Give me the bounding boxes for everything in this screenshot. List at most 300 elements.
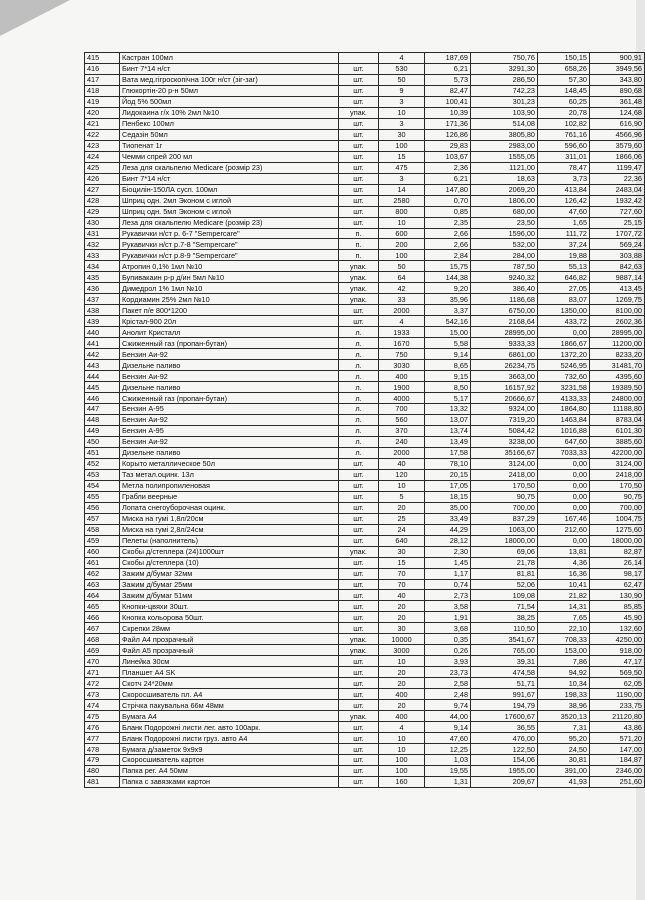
row-number-cell: 441 bbox=[85, 338, 120, 349]
table-row bbox=[85, 272, 645, 283]
unit-price-cell: 1,03 bbox=[425, 755, 471, 766]
table-row bbox=[85, 151, 645, 162]
row-number-cell: 448 bbox=[85, 414, 120, 425]
unit-price-cell: 100,41 bbox=[425, 96, 471, 107]
table-row bbox=[85, 250, 645, 261]
vat-cell: 1866,67 bbox=[538, 338, 590, 349]
quantity-cell: 600 bbox=[379, 228, 425, 239]
table-row bbox=[85, 612, 645, 623]
total-cell: 303,88 bbox=[590, 250, 645, 261]
total-cell: 9887,14 bbox=[590, 272, 645, 283]
item-name-cell: Леза для скальпелю Medicare (розмір 23) bbox=[120, 217, 339, 228]
table-row bbox=[85, 360, 645, 371]
row-number-cell: 436 bbox=[85, 283, 120, 294]
vat-cell: 0,00 bbox=[538, 327, 590, 338]
item-name-cell: Атропин 0,1% 1мл №10 bbox=[120, 261, 339, 272]
item-name-cell: Рукавички н/ст р.8-9 "Sempercare" bbox=[120, 250, 339, 261]
amount-cell: 18000,00 bbox=[471, 535, 538, 546]
row-number-cell: 480 bbox=[85, 765, 120, 776]
unit-price-cell: 126,86 bbox=[425, 129, 471, 140]
item-name-cell: Анолит Кристалл bbox=[120, 327, 339, 338]
table-row bbox=[85, 623, 645, 634]
total-cell: 4395,60 bbox=[590, 371, 645, 382]
quantity-cell: 15 bbox=[379, 557, 425, 568]
total-cell: 2602,36 bbox=[590, 316, 645, 327]
total-cell: 2346,00 bbox=[590, 765, 645, 776]
total-cell: 569,24 bbox=[590, 239, 645, 250]
unit-cell: шт. bbox=[339, 513, 379, 524]
vat-cell: 0,00 bbox=[538, 458, 590, 469]
unit-cell: л. bbox=[339, 436, 379, 447]
unit-price-cell: 6,21 bbox=[425, 173, 471, 184]
unit-cell: л. bbox=[339, 425, 379, 436]
unit-cell: шт. bbox=[339, 557, 379, 568]
table-row bbox=[85, 667, 645, 678]
amount-cell: 750,76 bbox=[471, 53, 538, 64]
total-cell: 3949,56 bbox=[590, 63, 645, 74]
row-number-cell: 445 bbox=[85, 382, 120, 393]
vat-cell: 102,82 bbox=[538, 118, 590, 129]
unit-price-cell: 17,05 bbox=[425, 480, 471, 491]
total-cell: 62,05 bbox=[590, 678, 645, 689]
table-row bbox=[85, 305, 645, 316]
unit-cell: упак. bbox=[339, 645, 379, 656]
item-name-cell: Кнопка кольорова 50шт. bbox=[120, 612, 339, 623]
item-name-cell: Крістал-900 20л bbox=[120, 316, 339, 327]
total-cell: 4250,00 bbox=[590, 634, 645, 645]
amount-cell: 9324,00 bbox=[471, 404, 538, 415]
item-name-cell: Планшет А4 SK bbox=[120, 667, 339, 678]
vat-cell: 7,86 bbox=[538, 656, 590, 667]
table-row bbox=[85, 96, 645, 107]
unit-cell: л. bbox=[339, 393, 379, 404]
total-cell: 19389,50 bbox=[590, 382, 645, 393]
item-name-cell: Дизельне паливо bbox=[120, 447, 339, 458]
total-cell: 24800,00 bbox=[590, 393, 645, 404]
amount-cell: 28995,00 bbox=[471, 327, 538, 338]
unit-price-cell: 9,14 bbox=[425, 722, 471, 733]
unit-price-cell: 15,00 bbox=[425, 327, 471, 338]
vat-cell: 0,00 bbox=[538, 535, 590, 546]
quantity-cell: 200 bbox=[379, 239, 425, 250]
unit-price-cell: 5,17 bbox=[425, 393, 471, 404]
table-row bbox=[85, 765, 645, 776]
vat-cell: 167,46 bbox=[538, 513, 590, 524]
row-number-cell: 428 bbox=[85, 195, 120, 206]
vat-cell: 60,25 bbox=[538, 96, 590, 107]
vat-cell: 0,00 bbox=[538, 491, 590, 502]
row-number-cell: 460 bbox=[85, 546, 120, 557]
vat-cell: 38,96 bbox=[538, 700, 590, 711]
unit-price-cell: 187,69 bbox=[425, 53, 471, 64]
total-cell: 42200,00 bbox=[590, 447, 645, 458]
row-number-cell: 424 bbox=[85, 151, 120, 162]
table-row bbox=[85, 85, 645, 96]
amount-cell: 9333,33 bbox=[471, 338, 538, 349]
quantity-cell: 10 bbox=[379, 217, 425, 228]
table-row bbox=[85, 436, 645, 447]
total-cell: 45,90 bbox=[590, 612, 645, 623]
total-cell: 1190,00 bbox=[590, 689, 645, 700]
unit-cell: шт. bbox=[339, 765, 379, 776]
amount-cell: 991,67 bbox=[471, 689, 538, 700]
vat-cell: 732,60 bbox=[538, 371, 590, 382]
unit-cell: упак. bbox=[339, 294, 379, 305]
amount-cell: 35166,67 bbox=[471, 447, 538, 458]
unit-cell: л. bbox=[339, 414, 379, 425]
row-number-cell: 471 bbox=[85, 667, 120, 678]
quantity-cell: 3030 bbox=[379, 360, 425, 371]
amount-cell: 7319,20 bbox=[471, 414, 538, 425]
table-row bbox=[85, 173, 645, 184]
vat-cell: 47,60 bbox=[538, 206, 590, 217]
amount-cell: 170,50 bbox=[471, 480, 538, 491]
total-cell: 130,90 bbox=[590, 590, 645, 601]
vat-cell: 0,00 bbox=[538, 502, 590, 513]
quantity-cell: 70 bbox=[379, 579, 425, 590]
item-name-cell: Бланк Подорожні листи груз. авто А4 bbox=[120, 733, 339, 744]
quantity-cell: 1933 bbox=[379, 327, 425, 338]
item-name-cell: Папка рег. А4 50мм bbox=[120, 765, 339, 776]
amount-cell: 680,00 bbox=[471, 206, 538, 217]
item-name-cell: Кнопки-цвяхи 30шт. bbox=[120, 601, 339, 612]
amount-cell: 3805,80 bbox=[471, 129, 538, 140]
quantity-cell: 3 bbox=[379, 96, 425, 107]
unit-price-cell: 5,58 bbox=[425, 338, 471, 349]
unit-price-cell: 82,47 bbox=[425, 85, 471, 96]
table-row bbox=[85, 371, 645, 382]
quantity-cell: 100 bbox=[379, 755, 425, 766]
quantity-cell: 560 bbox=[379, 414, 425, 425]
quantity-cell: 475 bbox=[379, 162, 425, 173]
total-cell: 3885,60 bbox=[590, 436, 645, 447]
total-cell: 90,75 bbox=[590, 491, 645, 502]
quantity-cell: 20 bbox=[379, 612, 425, 623]
amount-cell: 5084,42 bbox=[471, 425, 538, 436]
total-cell: 3579,60 bbox=[590, 140, 645, 151]
unit-cell: шт. bbox=[339, 776, 379, 787]
table-row bbox=[85, 447, 645, 458]
table-row bbox=[85, 502, 645, 513]
row-number-cell: 443 bbox=[85, 360, 120, 371]
unit-price-cell: 103,67 bbox=[425, 151, 471, 162]
quantity-cell: 750 bbox=[379, 349, 425, 360]
vat-cell: 150,15 bbox=[538, 53, 590, 64]
vat-cell: 10,34 bbox=[538, 678, 590, 689]
vat-cell: 57,30 bbox=[538, 74, 590, 85]
total-cell: 700,00 bbox=[590, 502, 645, 513]
row-number-cell: 442 bbox=[85, 349, 120, 360]
page-corner-fold bbox=[0, 0, 70, 36]
row-number-cell: 481 bbox=[85, 776, 120, 787]
unit-price-cell: 2,84 bbox=[425, 250, 471, 261]
amount-cell: 20666,67 bbox=[471, 393, 538, 404]
item-name-cell: Дизельне паливо bbox=[120, 360, 339, 371]
item-name-cell: Сжиженный газ (пропан-бутан) bbox=[120, 338, 339, 349]
row-number-cell: 451 bbox=[85, 447, 120, 458]
unit-cell: л. bbox=[339, 382, 379, 393]
quantity-cell: 640 bbox=[379, 535, 425, 546]
quantity-cell: 160 bbox=[379, 776, 425, 787]
quantity-cell: 3 bbox=[379, 173, 425, 184]
item-name-cell: Скобы д/степлера (24)1000шт bbox=[120, 546, 339, 557]
table-row bbox=[85, 140, 645, 151]
amount-cell: 3291,30 bbox=[471, 63, 538, 74]
vat-cell: 433,72 bbox=[538, 316, 590, 327]
unit-cell: л. bbox=[339, 338, 379, 349]
item-name-cell: Бинт 7*14 н/ст bbox=[120, 63, 339, 74]
unit-cell: шт. bbox=[339, 217, 379, 228]
row-number-cell: 415 bbox=[85, 53, 120, 64]
total-cell: 85,85 bbox=[590, 601, 645, 612]
unit-price-cell: 3,93 bbox=[425, 656, 471, 667]
table-row bbox=[85, 601, 645, 612]
quantity-cell: 100 bbox=[379, 140, 425, 151]
item-name-cell: Бензин Аи-92 bbox=[120, 414, 339, 425]
vat-cell: 761,16 bbox=[538, 129, 590, 140]
unit-cell: шт. bbox=[339, 491, 379, 502]
table-row bbox=[85, 53, 645, 64]
amount-cell: 23,50 bbox=[471, 217, 538, 228]
amount-cell: 2983,00 bbox=[471, 140, 538, 151]
unit-cell: шт. bbox=[339, 524, 379, 535]
quantity-cell: 100 bbox=[379, 250, 425, 261]
total-cell: 1199,47 bbox=[590, 162, 645, 173]
quantity-cell: 4000 bbox=[379, 393, 425, 404]
vat-cell: 55,13 bbox=[538, 261, 590, 272]
quantity-cell: 20 bbox=[379, 667, 425, 678]
total-cell: 43,86 bbox=[590, 722, 645, 733]
amount-cell: 1596,00 bbox=[471, 228, 538, 239]
item-name-cell: Седазін 50мл bbox=[120, 129, 339, 140]
unit-price-cell: 35,00 bbox=[425, 502, 471, 513]
vat-cell: 153,00 bbox=[538, 645, 590, 656]
table-row bbox=[85, 382, 645, 393]
row-number-cell: 447 bbox=[85, 404, 120, 415]
unit-price-cell: 44,00 bbox=[425, 711, 471, 722]
unit-price-cell: 2,58 bbox=[425, 678, 471, 689]
amount-cell: 39,31 bbox=[471, 656, 538, 667]
amount-cell: 110,50 bbox=[471, 623, 538, 634]
item-name-cell: Скрепки 28мм bbox=[120, 623, 339, 634]
item-name-cell: Шприц одн. 5мл Эконом с иглой bbox=[120, 206, 339, 217]
table-row bbox=[85, 689, 645, 700]
table-row bbox=[85, 338, 645, 349]
vat-cell: 7,31 bbox=[538, 722, 590, 733]
total-cell: 233,75 bbox=[590, 700, 645, 711]
vat-cell: 1864,80 bbox=[538, 404, 590, 415]
row-number-cell: 437 bbox=[85, 294, 120, 305]
row-number-cell: 466 bbox=[85, 612, 120, 623]
item-name-cell: Бензин Аи-92 bbox=[120, 371, 339, 382]
amount-cell: 286,50 bbox=[471, 74, 538, 85]
item-name-cell: Глюкортін-20 р-н 50мл bbox=[120, 85, 339, 96]
amount-cell: 476,00 bbox=[471, 733, 538, 744]
unit-cell: шт. bbox=[339, 700, 379, 711]
vat-cell: 21,82 bbox=[538, 590, 590, 601]
quantity-cell: 50 bbox=[379, 74, 425, 85]
amount-cell: 742,23 bbox=[471, 85, 538, 96]
total-cell: 918,00 bbox=[590, 645, 645, 656]
quantity-cell: 30 bbox=[379, 623, 425, 634]
amount-cell: 9240,32 bbox=[471, 272, 538, 283]
item-name-cell: Скобы д/степлера (10) bbox=[120, 557, 339, 568]
row-number-cell: 459 bbox=[85, 535, 120, 546]
amount-cell: 474,58 bbox=[471, 667, 538, 678]
row-number-cell: 472 bbox=[85, 678, 120, 689]
quantity-cell: 10 bbox=[379, 480, 425, 491]
vat-cell: 7,65 bbox=[538, 612, 590, 623]
table-row bbox=[85, 206, 645, 217]
row-number-cell: 425 bbox=[85, 162, 120, 173]
vat-cell: 30,81 bbox=[538, 755, 590, 766]
vat-cell: 4,36 bbox=[538, 557, 590, 568]
item-name-cell: Чемми спрей 200 мл bbox=[120, 151, 339, 162]
unit-price-cell: 2,35 bbox=[425, 217, 471, 228]
vat-cell: 22,10 bbox=[538, 623, 590, 634]
vat-cell: 78,47 bbox=[538, 162, 590, 173]
item-name-cell: Леза для скальпелю Medicare (розмір 23) bbox=[120, 162, 339, 173]
unit-cell: шт. bbox=[339, 85, 379, 96]
item-name-cell: Бупивакаин р-р д/ин 5мл №10 bbox=[120, 272, 339, 283]
vat-cell: 10,41 bbox=[538, 579, 590, 590]
unit-cell: шт. bbox=[339, 458, 379, 469]
quantity-cell: 3000 bbox=[379, 645, 425, 656]
vat-cell: 1016,88 bbox=[538, 425, 590, 436]
amount-cell: 18,63 bbox=[471, 173, 538, 184]
quantity-cell: 50 bbox=[379, 261, 425, 272]
amount-cell: 301,23 bbox=[471, 96, 538, 107]
item-name-cell: Дизельне паливо bbox=[120, 382, 339, 393]
total-cell: 569,50 bbox=[590, 667, 645, 678]
unit-cell: шт. bbox=[339, 623, 379, 634]
unit-price-cell: 9,20 bbox=[425, 283, 471, 294]
amount-cell: 81,81 bbox=[471, 568, 538, 579]
unit-price-cell: 78,10 bbox=[425, 458, 471, 469]
unit-cell: шт. bbox=[339, 129, 379, 140]
table-row bbox=[85, 568, 645, 579]
total-cell: 361,48 bbox=[590, 96, 645, 107]
unit-price-cell: 2,73 bbox=[425, 590, 471, 601]
inventory-table-body bbox=[85, 53, 645, 788]
unit-cell: упак. bbox=[339, 634, 379, 645]
unit-price-cell: 8,65 bbox=[425, 360, 471, 371]
vat-cell: 0,00 bbox=[538, 480, 590, 491]
total-cell: 890,68 bbox=[590, 85, 645, 96]
unit-cell: шт. bbox=[339, 667, 379, 678]
vat-cell: 20,78 bbox=[538, 107, 590, 118]
unit-cell: л. bbox=[339, 447, 379, 458]
row-number-cell: 453 bbox=[85, 469, 120, 480]
item-name-cell: Димедрол 1% 1мл №10 bbox=[120, 283, 339, 294]
vat-cell: 1372,20 bbox=[538, 349, 590, 360]
row-number-cell: 478 bbox=[85, 744, 120, 755]
table-row bbox=[85, 404, 645, 415]
total-cell: 22,36 bbox=[590, 173, 645, 184]
total-cell: 8100,00 bbox=[590, 305, 645, 316]
vat-cell: 41,93 bbox=[538, 776, 590, 787]
amount-cell: 6750,00 bbox=[471, 305, 538, 316]
unit-price-cell: 9,74 bbox=[425, 700, 471, 711]
unit-cell: шт. bbox=[339, 480, 379, 491]
total-cell: 62,47 bbox=[590, 579, 645, 590]
vat-cell: 126,42 bbox=[538, 195, 590, 206]
quantity-cell: 120 bbox=[379, 469, 425, 480]
total-cell: 571,20 bbox=[590, 733, 645, 744]
item-name-cell: Шприц одн. 2мл Эконом с иглой bbox=[120, 195, 339, 206]
total-cell: 900,91 bbox=[590, 53, 645, 64]
item-name-cell: Рукавички н/ст р.7-8 "Sempercare" bbox=[120, 239, 339, 250]
amount-cell: 837,29 bbox=[471, 513, 538, 524]
item-name-cell: Линейка 30см bbox=[120, 656, 339, 667]
unit-cell: шт. bbox=[339, 744, 379, 755]
unit-cell: шт. bbox=[339, 140, 379, 151]
table-row bbox=[85, 645, 645, 656]
total-cell: 1004,75 bbox=[590, 513, 645, 524]
amount-cell: 2069,20 bbox=[471, 184, 538, 195]
unit-price-cell: 44,29 bbox=[425, 524, 471, 535]
vat-cell: 3,73 bbox=[538, 173, 590, 184]
total-cell: 31481,70 bbox=[590, 360, 645, 371]
amount-cell: 52,06 bbox=[471, 579, 538, 590]
unit-cell: шт. bbox=[339, 195, 379, 206]
item-name-cell: Зажим д/бумаг 25мм bbox=[120, 579, 339, 590]
table-row bbox=[85, 656, 645, 667]
unit-cell: шт. bbox=[339, 590, 379, 601]
unit-cell: л. bbox=[339, 360, 379, 371]
unit-price-cell: 1,91 bbox=[425, 612, 471, 623]
table-row bbox=[85, 107, 645, 118]
unit-cell: упак. bbox=[339, 711, 379, 722]
table-row bbox=[85, 579, 645, 590]
quantity-cell: 10 bbox=[379, 733, 425, 744]
quantity-cell: 400 bbox=[379, 371, 425, 382]
table-row bbox=[85, 469, 645, 480]
table-row bbox=[85, 755, 645, 766]
quantity-cell: 20 bbox=[379, 502, 425, 513]
amount-cell: 3663,00 bbox=[471, 371, 538, 382]
table-row bbox=[85, 776, 645, 787]
vat-cell: 413,84 bbox=[538, 184, 590, 195]
item-name-cell: Лопата снегоуборочная оцинк. bbox=[120, 502, 339, 513]
item-name-cell: Скотч 24*20мм bbox=[120, 678, 339, 689]
table-row bbox=[85, 480, 645, 491]
quantity-cell: 42 bbox=[379, 283, 425, 294]
quantity-cell: 70 bbox=[379, 568, 425, 579]
amount-cell: 1806,00 bbox=[471, 195, 538, 206]
unit-price-cell: 29,83 bbox=[425, 140, 471, 151]
item-name-cell: Файл А5 прозрачный bbox=[120, 645, 339, 656]
unit-cell: шт. bbox=[339, 96, 379, 107]
vat-cell: 391,00 bbox=[538, 765, 590, 776]
row-number-cell: 469 bbox=[85, 645, 120, 656]
table-row bbox=[85, 162, 645, 173]
unit-price-cell: 19,55 bbox=[425, 765, 471, 776]
table-row bbox=[85, 491, 645, 502]
unit-cell: шт. bbox=[339, 469, 379, 480]
total-cell: 21120,80 bbox=[590, 711, 645, 722]
total-cell: 8783,04 bbox=[590, 414, 645, 425]
total-cell: 1932,42 bbox=[590, 195, 645, 206]
total-cell: 1866,06 bbox=[590, 151, 645, 162]
total-cell: 343,80 bbox=[590, 74, 645, 85]
quantity-cell: 20 bbox=[379, 700, 425, 711]
unit-price-cell: 33,49 bbox=[425, 513, 471, 524]
unit-price-cell: 23,73 bbox=[425, 667, 471, 678]
row-number-cell: 438 bbox=[85, 305, 120, 316]
quantity-cell: 24 bbox=[379, 524, 425, 535]
row-number-cell: 418 bbox=[85, 85, 120, 96]
